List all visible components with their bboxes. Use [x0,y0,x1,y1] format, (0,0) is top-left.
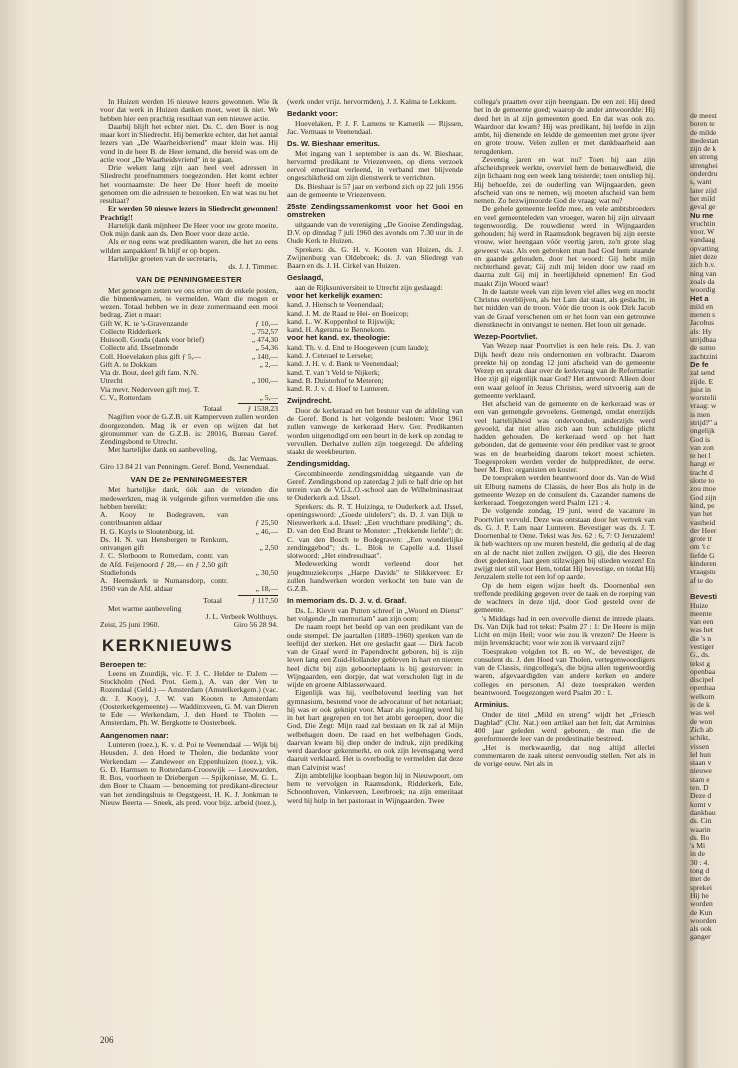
thanks-paragraph-2: Als er nog eens wat predikanten waren, die het zo eens wilden aanpakken! Ik blijf er op hopen. [100,237,278,255]
donation-row: Ds. H. N. van Hensbergen te Renkum, ontvangen gift „ 2,50 [100,534,278,552]
candidate-line: kand. J. H. v. d. Bank te Veenendaal; [287,359,399,369]
facing-page-line: slotte to [690,476,715,486]
facing-page-line: Deze d [690,791,712,801]
facing-page-line: liefde G [690,550,715,560]
donation2-list [100,511,278,594]
facing-page-line: lel hun [690,749,711,759]
facing-page-line: komt v [690,799,712,809]
intro-paragraph-1: In Huizen werden 16 nieuwe lezers gewonnen. Wie ik voor dat werk in Huizen danken moet, weet ik niet. We hebben hier een prachtig resultaat van een nieuwe actie. [100,98,278,123]
facing-page-line: woorden [690,915,717,925]
facing-page-line: het mild [690,193,716,203]
facing-page-line: sprekei [690,882,712,892]
facing-page-line: God is [690,434,711,444]
facing-page-line: staan v [690,758,712,768]
facing-page-line: Hij he [690,890,709,900]
column-3 [474,98,655,958]
zendingssamenkomst-heading: 25ste Zendingssamenkomst voor het Gooi en omstreken [287,202,463,220]
facing-page-line: menen s [690,310,716,320]
facing-page-line: medestan [690,135,719,145]
facing-page-line: schikt, [690,733,711,743]
memoriam-paragraph-2: De naam roept het beeld op van een predikant van de oude stempel. De jaartallen (1889–1960) spreken van de leeftijd der sterken. Het ere geslacht gaat — Dirk Jacob van de Graaf werd in Papendrecht geboren, hij is zijn leven lang een Zuid-Hollander gebleven in hart en nieren: heel dicht bij zijn geboorteplaats is hij gestorven: in Wijngaarden, een dorpje, dat wat verscholen ligt in de wijde en groene Alblasserwaard. [287,622,463,690]
facing-page-line: zal send [690,368,715,378]
geslaagd-intro: aan de Rijksuniversiteit te Utrecht zijn geslaagd: [295,282,443,292]
facing-page-line: van zon [690,442,714,452]
facing-page-line: kind, pe [690,500,715,510]
intro-paragraph-2: Daarbij blijft het echter niet. Ds. C. den Boer is nog maar kort in Sliedrecht. Hij bemerkte echter, dat het aantal lezers van „De Waarheidsvriend" maar klein was. Hij vond in de heer B. de Heer iemand, die bereid was om de actie voor „De Waarheidsvriend" in te gaan. [100,121,278,164]
donation-row: Via mevr. Nederveen gift mej. T. [100,384,200,394]
treasurer2-signature: J. L. Verbeek Wolthuys. [205,612,278,621]
facing-page-line: ning van [690,268,717,278]
facing-page-line: s, want [690,177,712,187]
facing-page-line: de milde [690,127,717,137]
candidate-line: kand. J. M. de Raad te Hei- en Boeicop; [287,308,409,318]
facing-page-line: strenghei [690,160,718,170]
facing-page-line: De fe [690,359,709,369]
donation-row: Huisooll. Gouda (dank voor brief) „ 474,30 [100,335,278,344]
emeritus-paragraph-1: Met ingang van 1 september is aan ds. W. Bieshaar, hervormd predikant te Vriezenveen, op diens verzoek eervol emeritaat verleend, in verband met blijvende ongeschiktheid om zijn dienstwerk te verrichten. [287,148,463,183]
beroepen-heading: Beroepen te: [100,659,147,669]
memoriam-continued-4: In de laatste week van zijn leven viel alles weg en mocht Christus overblijven, als het Lam dat staat, als geslacht, in het midden van de troon. Vóór die troon is ook Dirk Jacob van de Graaf verschenen om er het loon van een getrouwe dienstknecht in ontvangst te nemen. Het loon uit genade. [474,286,655,329]
memoriam-heading: In memoriam ds. D. J. v. d. Graaf. [287,596,407,606]
facing-page-line: woordig [690,285,716,295]
thanks-paragraph-1: Hartelijk dank mijnheer De Heer voor uw grote moeite. Ook mijn dank aan ds. Den Boer voor deze actie. [100,220,278,238]
poortvliet-paragraph-6: 's Middags had in een overvolle dienst de intrede plaats. Ds. Van Dijk had tot tekst: Psalm 27 : 1: De Heere is mijn Licht en mijn Heil; voor wie zou ik vrezen? De Heere is mijn levenskracht; voor wie zou ik vervaard zijn? [474,613,655,648]
zendingsmiddag-paragraph-3: Medewerking wordt verleend door het jeugdmuziekcorps „Harpe Davids" te Slikkerveer. Er zullen handwerken worden verkocht ten bate van de G.Z.B. [287,559,463,594]
arminius-paragraph-2: „Het is merkwaardig, dat nog altijd allerlei commentaren de zaak uiterst eenvoudig stellen. Net als in de vorige eeuw. Net als in [474,742,655,769]
candidate-line: kand. J. Ceterael te Lerseke; [287,351,374,361]
memoriam-paragraph-3: Eigenlijk was hij, veelbelovend leerling van het gymnasium, bestemd voor de advocatuur of het notariaat; hij was er ook geknipt voor. Maar als jongeling werd hij in het hart gegrepen en tot het ambt geroepen, door die God, Die Zegt: Mijn raad zal bestaan en Ik zal al Mijn welbehagen doen. De raad en het welbehagen Gods, daarvan kwam hij diep onder de indruk, zijn prediking werd daardoor gekenmerkt, en ook zijn levensgang werd daaruit verklaard. Het is overbodig te vermelden dat deze man Calvinist was! [287,688,463,772]
geslaagd-subheading-1: voor het kerkelijk examen: [287,291,383,301]
facing-page-line: was het [690,625,713,635]
zendingssamenkomst-paragraph-2: Sprekers: ds. G. H. v. Kooten van Huizen, ds. J. Zwijnenburg van Oldebroek; ds. J. van Sliedregt van Baarn en ds. J. H. Cirkel van Huizen. [287,244,463,271]
treasurer-intro: Met genoegen zetten we ons ertoe om de enkele posten, die binnenkwamen, te vermelden. Want die mogen er wezen. Totaal hebben we in deze zomermaand een mooi bedrag. Ziet u maar: [100,285,278,320]
facing-page-line: tekst g [690,658,711,668]
treasurer-heading: VAN DE PENNINGMEESTER [136,275,242,285]
column-2 [287,98,463,958]
facing-page-line: is men [690,409,711,419]
memoriam-continued-3: De gehele gemeente leefde mee, en vele ambtsbroeders en veel gemeenteleden van vroeger, waren bij zijn uitvaart tegenwoordig. De rouwdienst werd in Wijngaarden gehouden; hij werd in Raamsdonk begraven bij zijn eerste vrouw, wier heengaan vóór veertig jaren, zo'n grote slag geweest was. Als een gebroken man had God hem staande en gaande gehouden, door het woord: Gij hebt mijn rechterhand gevat; Gij zult mij leiden door uw raad en daarna zult Gij mij in heerlijkheid opnemen! En God maakt Zijn Woord waar! [474,204,655,288]
facing-page-line: onderdru [690,169,718,179]
facing-page-line: ganger [690,932,711,942]
facing-page-line: niet deze [690,252,718,262]
facing-page-line: de won [690,716,713,726]
treasurer-signature: ds. Jac Vermaas. [227,453,278,463]
facing-page-line: Huize [690,600,709,610]
facing-page-line: discipel [690,675,714,685]
candidate-line: kand. J. Hiensch te Veenendaal; [287,300,384,310]
facing-page-line: tracht d [690,467,713,477]
column-1 [100,98,278,1048]
continued-text: (werk onder vrijz. hervormden), J. J. Kalma te Lekkum. [287,98,457,106]
facing-page-line: af te do [690,575,713,585]
beroepen-text: Leens en Zuurdijk, vic. F. J. C. Helder te Dalem — Stockholm (Ned. Prot. Gem.), A. van der Ven te Rozendaal (Geld.) — Amsterdam (Amstelkerkgem.) (vac. dr. J. Kooy), J. W. van Kooten te Amsterdam (Oosterkerkgemeente) — Waddinxveen, G. M. van Dieren te Ede — Werkendam, J. den Hoed te Tholen — Amsterdam, Ph. W. Bergkotte te Oosterbeek. [100,668,278,728]
memoriam-paragraph-4: Zijn ambtelijke loopbaan begon hij in Nieuwpoort, om hem te vervolgen in Raamsdonk, Ridderkerk, Ede, Schoonhoven, Vinkeveen, Leerbroek; na zijn emeritaat werd hij hulp in het pastoraat in Wijngaarden. Twee [287,770,463,805]
candidate-line: kand. H. Agersma te Bennekom. [287,325,386,335]
donation-row: Utrecht „ 100,— [100,376,278,386]
secretary-signature: ds. J. J. Timmer. [228,262,278,271]
bedankt-text: Hoevelaken, P. J. F. Lamens te Kamerik — Rijssen, Jac. Vermaas te Veenendaal. [287,118,463,136]
total-row: Totaal ƒ 117,50 [203,595,278,605]
zendingssamenkomst-paragraph-1: uitgaande van de vereniging „De Gooise Zendingsdag, D.V. op dinsdag 7 juli 1960 des avonds om 7.30 uur in de Oude Kerk te Huizen. [287,219,463,246]
candidate-line: kand. L. W. Koppenhol te Rijswijk; [287,316,395,326]
after-total-paragraph: Nagiften voor de G.Z.B. uit Kamperveen zullen worden doorgezonden. Mag ik er even op wijzen dat het gironummer van de G.Z.B. is: 28016, Bureau Geref. Zendingsbond te Utrecht. [100,412,278,446]
page-number: 206 [100,1035,114,1045]
facing-page-line: nieuwe [690,766,712,776]
facing-page-line: Het a [690,293,709,303]
poortvliet-paragraph-2: Het afscheid van de gemeente en de kerkeraad was er een van gemengde gevoelens. Gemengd, omdat enerzijds veel hartelijkheid was ondervonden, anderzijds werd gevoeld, dat niet allen zich aan hun schuldige plicht hadden gehouden. De kerkeraad werd op het hart gebonden, dat de gemeente voor één prediker vast te groot was en de bearbeiding daarom tekort moest schieten. Toegesproken werden verder de hulppredikter, de eerw. heer M. Bos: organisten en koster. [474,399,655,475]
facing-page-line: zijn de k [690,144,717,154]
zendingsmiddag-paragraph-1: Gecombineerde zendingsmiddag uitgaande van de Geref. Zendingsbond op zaterdag 2 juli te half drie op het terrein van de V.G.L.O.-school aan de Wilhelminastraat te Ouderkerk a.d. IJssel. [287,468,463,503]
facing-page-line: is de k [690,700,710,710]
facing-page-line: God zijn [690,492,717,502]
facing-page-line: hangt er [690,459,715,469]
donation-row: H. G. Kuyls te Sloutenburg, id. „ 46,— [100,526,278,536]
facing-page-line: openbaa [690,683,716,693]
facing-page-line: der Heer [690,525,717,535]
facing-page-line: van een [690,617,714,627]
facing-page-line: meente [690,608,712,618]
poortvliet-paragraph-3: De toespraken werden beantwoord door ds. Van de Wiel uit Elburg namens de Classis, de heer Bos als hulp in de gemeente Wezep en de consulent ds. Cazander namens de kerkeraad. Toegezongen werd Psalm 121 : 4. [474,473,655,508]
poortvliet-paragraph-4: De volgende zondag, 19 juni, werd de vacature in Poortvliet vervuld. Deze was ontstaan door het vertrek van ds. G. J. P. Lam naar Lunteren. Bevestiger was ds. J. T. Doornenbal te Oene. Tekst was Jes. 62 : 6, 7: O Jeruzalem! ik heb wachters op uw muren besteld, die geduriq al de dag en al de nacht niet zullen zwijgen. O gij, die des Heeren doet gedenken, laat geen stilzwijgen bij ulieden wezen! En zwijgt niet stil voor Hem, totdat Hij bevestige, en totdat Hij Jeruzalem stelle tot een lof op aarde. [474,506,655,582]
facing-page-line: stam e [690,774,710,784]
facing-page-line: zich b.v. [690,260,716,270]
facing-page-line: 's Mi [690,841,706,851]
arminius-paragraph-1: Onder de titel „Mild en streng" wijdt het „Friesch Dagblad" (Chr. Nat.) een artikel aan het feit, dat Arminius 400 jaar geleden werd geboren, de man die de gereformeerde leer van de predestinatie bestreed. [474,709,655,744]
facing-page-line: en streng [690,152,718,162]
facing-page-line: vruchtin [690,218,716,228]
facing-page-line: te het l [690,451,711,461]
donation-row: A. Kooy te Bodegraven, van contribuanten aldaar ƒ 25,50 [100,510,278,528]
facing-page-line: waarin [690,824,711,834]
facing-page-line: voor. W [690,227,715,237]
facing-page-line: welkom [690,691,715,701]
total-row: Totaal ƒ 1538,23 [203,404,278,413]
candidate-line: kand. T. van 't Veld te Nijkerk; [287,367,380,377]
facing-page-line: vestiger [690,642,715,651]
facing-page-line: boren te [690,119,715,129]
donation-row: Via dr. Bout, deel gift fam. N.N. [100,368,199,377]
facing-page-line: de meest [690,111,717,120]
bedankt-heading: Bedankt voor: [287,109,339,119]
facing-page-line: was wel [690,708,715,718]
facing-page-line: om 't c [690,542,711,552]
facing-page-line: strijd?" a [690,417,718,427]
facing-page-line: openbaa [690,666,716,676]
facing-page-line: als ook [690,924,712,934]
emeritus-heading: Ds. W. Bieshaar emeritus. [287,139,380,149]
after-total-thanks: Met hartelijke dank en aanbeveling, [108,445,218,455]
facing-page-line: Nu me [690,210,714,220]
intro-paragraph-3: Drie weken lang zijn aan heel veel adressen in Sliedrecht proefnummers toegezonden. Het komt echter het voornaamste: De heer De Heer heeft de moeite genomen om die adressen te bezoeken. En wat was nu het resultaat? [100,163,278,205]
memoriam-continued-2: Zeventig jaren en wat nu? Toen hij aan zijn afscheidspreek werkte, overviel hem de benauwdheid, die zijn lichaam nog een week lang teisterde; toen ontsliep hij. Hij behoefde, zei de ouderling van Wijngaarden, geen afscheid van ons te nemen, wij moeten afscheid van hem nemen. Zo bezwijmoorde God de vraag: wat nu? [474,154,655,205]
donation-row: Gift A. te Dokkum „ 2,— [100,359,278,369]
zwijndrecht-text: Door de kerkeraad en het bestuur van de afdeling van de Geref. Bond is het volgende besloten: Voor 1961 zullen vanwege de kerkeraad Herv. Ger. Predikanten worden uitgenodigd om een beurt in de kerk op zondag te vervullen. Derhalve zullen zijn toegezegd. De afdeling staakt de weekbeurten. [287,405,463,456]
geslaagd-heading: Geslaagd, [287,273,324,283]
facing-page-line: in de [690,849,705,859]
kerknieuws-heading: KERKNIEUWS [102,635,234,655]
geslaagd-subheading-2: voor het kand. ex. theologie: [287,333,390,343]
facing-page-line: van het [690,509,713,519]
treasurer2-heading: VAN DE 2e PENNINGMEESTER [130,475,248,484]
memoriam-paragraph-1: Ds. L. Kievit van Putten schreef in „Woord en Dienst" het volgende „In memoriam" aan zijn oom: [287,605,463,624]
donation-row: Collecte Ridderkerk „ 752,57 [100,326,278,336]
aangenomen-text: Lunteren (toez.), K. v. d. Poi te Veenendaal — Wijk bij Heusden, J. den Hoed te Tholen, die bedankte voor Werkendam — Zandeweer en Eppenhuizen (toez.), vik. G. D. Harmsen te Rotterdam-Crooswijk — Leeuwarden, R. Bos, voorheen te Driebergen — Spijkenisse, M. G. L. den Boer te Chaam — benoeming tot predikant-directeur van het zendingshuis te Oegstgeest, H. K. J. Jonkman te Nieuw Beerta — Sneek, als pred. voor bijz. arbeid (toez.), [100,740,278,807]
facing-page-line: als: Hy [690,326,712,336]
emeritus-paragraph-2: Ds. Bieshaar is 57 jaar en verbond zich op 22 juli 1956 aan de gemeente te Vriezenveen. [287,181,463,199]
treasurer2-intro: Met hartelijke dank, óók aan de vrienden die medewerkten, mag ik volgende giften vermelden die ons hebben bereikt: [100,485,278,511]
donation-row: J. C. Slotboom te Rotterdam, contr. van de Afd. Feijenoord ƒ 28,— en ƒ 2,50 gift Studiefonds „ 30,50 [100,551,278,577]
donation-row: C. V., Rotterdam „ 5,— [100,392,278,402]
facing-page-line: vissen [690,741,709,751]
facing-page-line: die 's n [690,633,712,643]
facing-page-line: zoals da [690,276,715,286]
facing-page-line: zachtzini [690,351,718,361]
facing-page-line: de sumo [690,343,716,353]
facing-page-line: de Kun [690,907,713,917]
facing-page-line: vraagstu [690,567,716,577]
giro-line: Giro 13 84 21 van Penningm. Geref. Bond, Veenendaal. [100,461,270,471]
facing-page-line: Bevesti [690,592,718,602]
thanks-paragraph-3: Hartelijke groeten van de secretaris, [108,253,218,263]
donation-list [100,320,278,403]
poortvliet-paragraph-5: Op de hem eigen wijze heeft ds. Doornenbal een treffende prediking gegeven over de taak en de roeping van de wachters in deze tijd, door God gesteld over de gemeente. [474,580,655,615]
donation-row: A. Heemskerk te Numansdorp, contr. 1960 van de Afd. aldaar „ 18,— [100,576,278,594]
facing-page-line: vraag: w [690,401,717,411]
aangenomen-heading: Aangenomen naar: [100,730,169,740]
facing-page-line: opvatting [690,243,719,253]
candidate-line: kand. B. Duisterhof te Meteren; [287,375,384,385]
poortvliet-paragraph-1: Van Wezep naar Poortvliet is een hele reis. Ds. J. van Dijk heeft deze reis ondernomen en volbracht. Daarom preekte hij op zondag 12 juni afscheid van de gemeente Wezep en sprak daar over de kerkvraag van de Reformatie: Hoe zijt gij eigenlijk naar God? Het antwoord: Alleen door een waar geloof in Jezus Christus, werd uitvoerig aan de gemeente verklaard. [474,341,655,400]
facing-page-line: mild en [690,301,713,311]
donation-row: Gift W. K. te 's-Gravenzande ƒ 10,— [100,318,278,328]
poortvliet-paragraph-7: Toespraken volgden tot B. en W., de bevestiger, de consulent ds. J. den Hoed van Tholen, vertegenwoordigers van de Classis, ringcollega's, die bijna allen tegenwoordig waren, afgevaardigden van andere kerken en andere colleges en personen. Al deze toespraken werden beantwoord. Toegezongen werd Psalm 20 : 1. [474,646,655,697]
result-line: Er werden 50 nieuwe lezers in Sliedrecht gewonnen! Prachtig!! [100,204,278,222]
candidate-line: kand. Th. v. d. End te Hoogeveen (cum laude); [287,342,429,352]
facing-page-line: worden [690,899,713,909]
facing-page-line: grote tr [690,534,713,544]
facing-page-text [690,112,738,942]
facing-page-line: juist in [690,384,711,394]
facing-page-line: kinderen [690,559,717,569]
facing-page-line: zijde. E [690,376,714,386]
facing-page-line: strijdbaa [690,335,717,345]
facing-page-line: worstelii [690,393,717,403]
facing-page-line: 30 : 4. [690,857,710,867]
zendingsmiddag-paragraph-2: Sprekers: ds. R. T. Huizinga, te Ouderkerk a.d. IJssel, openingswoord: „Goede uitdelers"; ds. D. J. van Dijk te Nieuwerkerk a.d. IJssel: „Een vruchtbare prediking"; ds. D. van den End Brant te Monster: „Trekkende liefde"; dr. C. van den Bosch te Bodegraven: „Een wonderlijke zendinggebod"; ds. L. Blok te Capelle a.d. IJssel slotwoord: „Het eindresultaat". [287,501,463,561]
arminius-heading: Arminius. [474,700,510,710]
facing-page-line: geval ge [690,202,716,212]
poortvliet-heading: Wezep-Poortvliet. [474,332,538,341]
candidate-line: kand. R. J. v. d. Hoef te Lunteren. [287,384,390,394]
memoriam-continued-1: collega's praatten over zijn heengaan. De een zei: Hij deed het in de gemeente goed; waarop de ander antwoordde: Hij deed het in al zijn gemeenten goed. En dat was ook zo. Waardoor dat kwam? Hij was predikant, hij leefde in zijn ambt, hij dienende en leidde de gemeenten met grote ijver en grote trouw. Velen zullen er met dankbaarheid aan terugdenken. [474,98,655,156]
facing-page-line: tong d [690,866,710,876]
facing-page-line: Zich ab [690,724,713,734]
zendingsmiddag-heading: Zendingsmiddag. [287,459,350,469]
facing-page-line: ds. Cin [690,816,712,826]
facing-page-line: later zijd [690,185,717,195]
donation-row: Coll. Hoevelaken plus gift ƒ 5,— „ 140,— [100,351,278,361]
facing-page-edge [686,0,738,1068]
facing-page-line: vandaag [690,235,716,245]
facing-page-line: dankbau [690,807,716,817]
zwijndrecht-heading: Zwijndrecht. [287,396,332,406]
donation-row: Collecte afd. IJsselmonde „ 54,36 [100,343,278,353]
greeting-line: Met warme aanbeveling [108,603,182,613]
facing-page-line: zou moe [690,484,716,494]
facing-page-line: ongelijk [690,426,715,436]
facing-page-line: ten. D [690,783,709,793]
facing-page-line: ds. Bo [690,832,710,842]
facing-page-line: vastheid [690,517,716,527]
facing-page-line: Jacobus [690,318,715,328]
facing-page-line: met de [690,874,711,884]
facing-page-line: G., ds. [690,650,710,660]
date-giro-row: Zeist, 25 juni 1960. Giro 56 28 94. [100,620,278,630]
